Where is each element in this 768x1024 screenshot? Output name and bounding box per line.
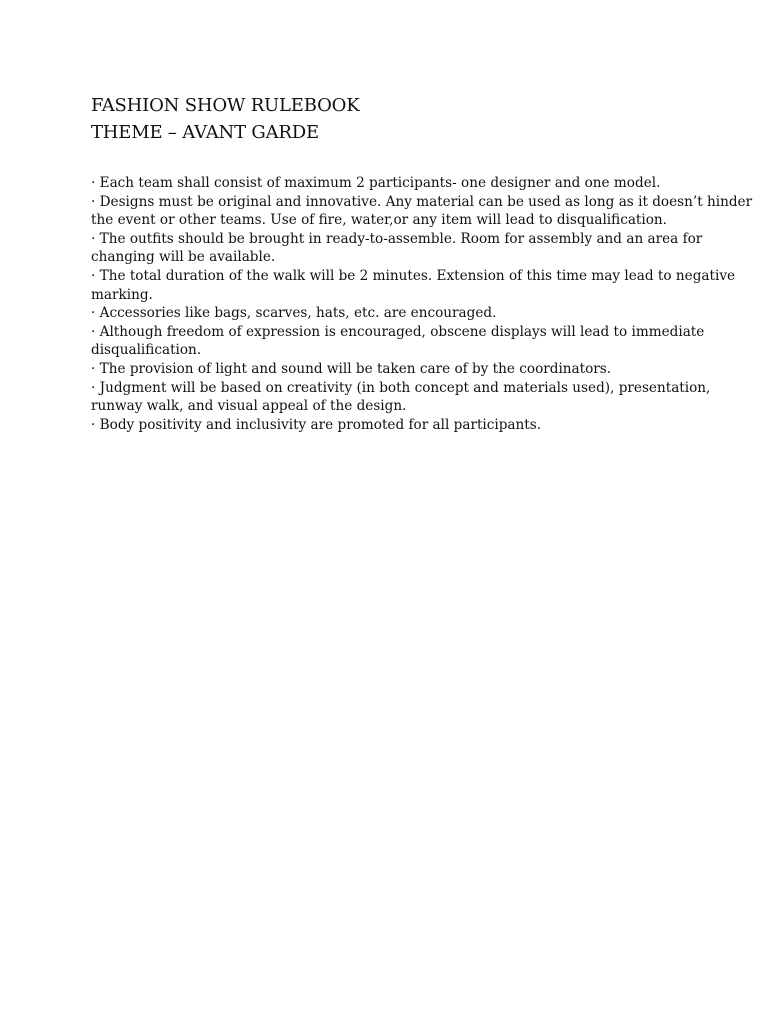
rule-text-line: · Judgment will be based on creativity (in both concept and materials used), presentation,	[91, 379, 711, 396]
rule-item	[91, 230, 703, 267]
rule-text-line: the event or other teams. Use of fire, water,or any item will lead to disqualification.	[91, 212, 667, 229]
rule-text-line: · Body positivity and inclusivity are promoted for all participants.	[91, 416, 542, 433]
rule-item	[91, 379, 711, 416]
rule-text-line: changing will be available.	[91, 249, 276, 266]
rule-text-line: runway walk, and visual appeal of the design.	[91, 398, 407, 415]
document-title: FASHION SHOW RULEBOOK	[91, 95, 360, 116]
rule-text-line: disqualification.	[91, 342, 202, 359]
rule-item	[91, 304, 681, 323]
rule-item	[91, 267, 736, 304]
rule-item	[91, 416, 681, 435]
rule-text-line: · Accessories like bags, scarves, hats, etc. are encouraged.	[91, 305, 497, 322]
rule-text-line: · Although freedom of expression is encouraged, obscene displays will lead to immediate	[91, 323, 705, 340]
rule-item	[91, 360, 681, 379]
document-heading	[91, 92, 691, 146]
rule-item	[91, 193, 753, 230]
theme-subtitle: THEME – AVANT GARDE	[91, 122, 319, 143]
rules-list	[91, 174, 753, 434]
rule-text-line: · Each team shall consist of maximum 2 participants- one designer and one model.	[91, 175, 661, 191]
rule-item	[91, 323, 705, 360]
rule-text-line: · The total duration of the walk will be 2 minutes. Extension of this time may lead to negative	[91, 267, 736, 284]
rule-text-line: · The provision of light and sound will be taken care of by the coordinators.	[91, 360, 612, 377]
rule-text-line: · Designs must be original and innovative. Any material can be used as long as it doesn’t hinder	[91, 193, 753, 210]
rule-item	[91, 174, 681, 193]
rule-text-line: · The outfits should be brought in ready-to-assemble. Room for assembly and an area for	[91, 230, 703, 247]
rule-text-line: marking.	[91, 286, 153, 303]
